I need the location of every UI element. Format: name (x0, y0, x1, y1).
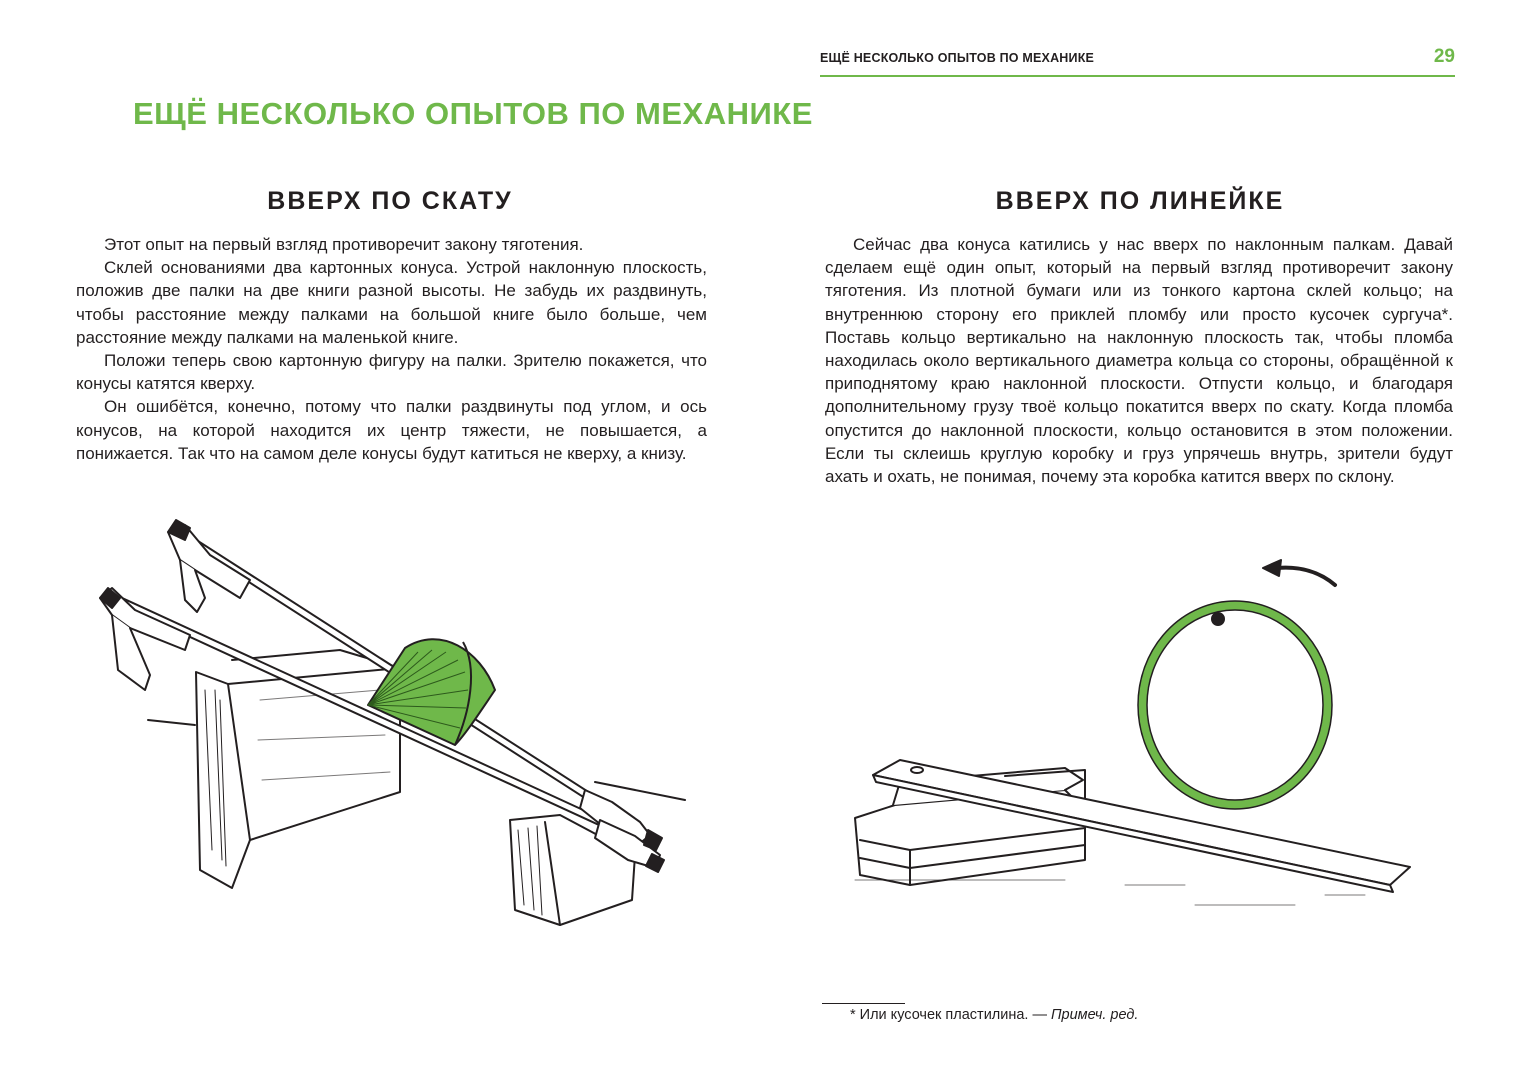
paragraph: Этот опыт на первый взгляд противоречит закону тяготения. (104, 235, 584, 254)
paragraph: Сейчас два конуса катились у нас вверх по наклонным палкам. Давай сделаем ещё один опыт, который на первый взгляд противоречит закону тяготения. Из плотной бумаги или из тонкого картона склей кольцо; на внутреннюю сторону его приклей пломбу или просто кусочек сургуча*. Поставь кольцо вертикально на наклонную плоскость так, чтобы пломба находилась около вертикального диаметра кольца со стороны, обращённой к приподнятому краю наклонной плоскости. Отпусти кольцо, и благодаря дополнительному грузу твоё кольцо покатится вверх по скату. Когда пломба опустится до наклонной плоскости, кольцо остановится в этом положении. Если ты склеишь круглую коробку и груз упрячешь внутрь, зрители будут ахать и охать, не понимая, почему эта коробка катится вверх по склону. (825, 235, 1453, 487)
section-title-up-the-ruler: ВВЕРХ ПО ЛИНЕЙКЕ (995, 187, 1285, 215)
paragraph: Склей основаниями два картонных конуса. Устрой наклонную плоскость, положив две палки на две книги разной высоты. Не забудь их раздвинуть, чтобы расстояние между палками на большой книге было больше, чем расстояние между палками на маленькой книге. (76, 258, 707, 347)
paragraph: Он ошибётся, конечно, потому что палки раздвинуты под углом, и ось конусов, на которой находится их центр тяжести, не повышается, а понижается. Так что на самом деле конусы будут катиться не кверху, а книзу. (76, 397, 707, 463)
ring-on-ruler-illustration (765, 0, 1530, 1080)
rotation-arrow-icon (1277, 568, 1335, 585)
footnote-rule (822, 1003, 905, 1004)
green-ring (1138, 601, 1332, 809)
paragraph: Положи теперь свою картонную фигуру на палки. Зрителю покажется, что конусы катятся кверху. (76, 351, 707, 394)
section-title-up-the-slope: ВВЕРХ ПО СКАТУ (267, 187, 513, 215)
footnote (850, 1007, 1138, 1023)
running-title: ЕЩЁ НЕСКОЛЬКО ОПЫТОВ ПО МЕХАНИКЕ (820, 51, 1095, 65)
seal-weight (1212, 613, 1224, 625)
footnote-text: * Или кусочек пластилина. — (850, 1007, 1052, 1023)
page-number: 29 (1433, 46, 1455, 67)
chapter-title: ЕЩЁ НЕСКОЛЬКО ОПЫТОВ ПО МЕХАНИКЕ (133, 96, 813, 131)
footnote-editor-note: Примеч. ред. (1051, 1007, 1139, 1023)
right-page (765, 0, 1530, 1080)
